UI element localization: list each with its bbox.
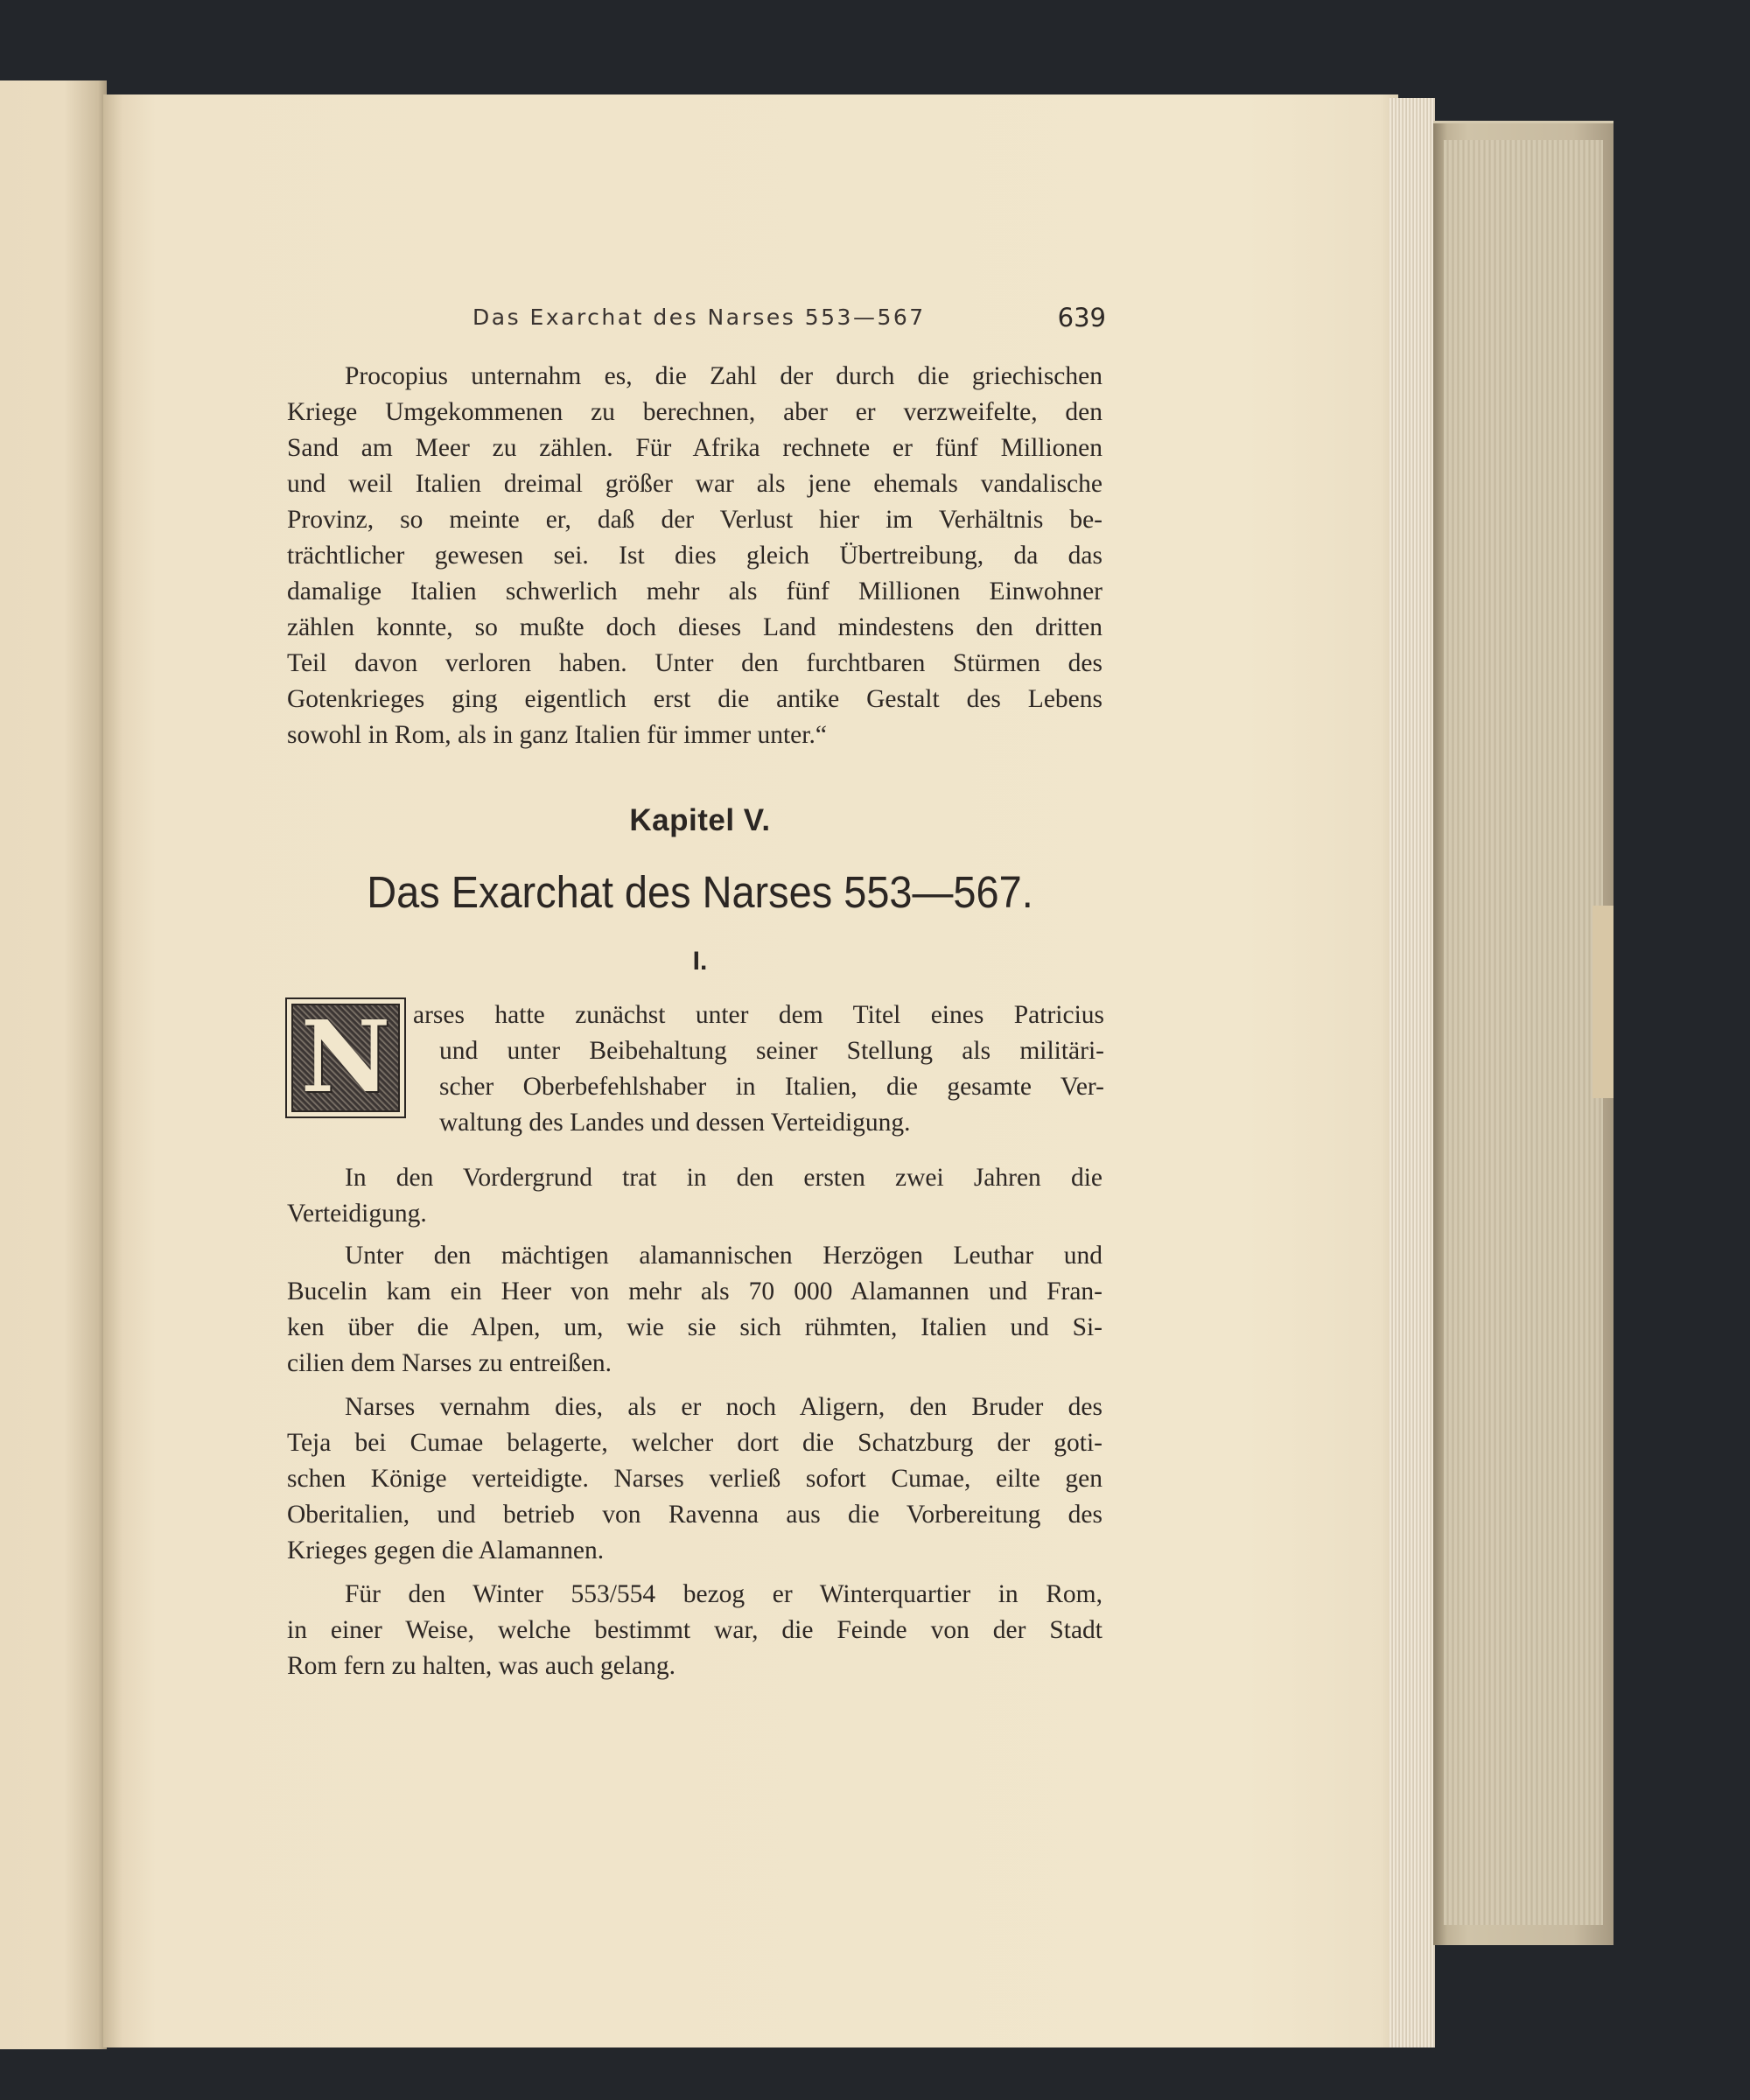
page-edges <box>1390 98 1435 2048</box>
text-line: In den Vordergrund trat in den ersten zwei Jahren die <box>345 1164 1102 1192</box>
paragraph <box>287 1160 1102 1232</box>
text-line: Provinz, so meinte er, daß der Verlust hier im Verhältnis be- <box>287 506 1102 534</box>
text-line: damalige Italien schwerlich mehr als fünf Millionen Einwohner <box>287 578 1102 606</box>
text-line: und unter Beibehaltung seiner Stellung als militäri- <box>439 1037 1104 1065</box>
cover-texture <box>1444 140 1603 1925</box>
text-line: ken über die Alpen, um, wie sie sich rühmten, Italien und Si- <box>287 1313 1102 1341</box>
text-line: Narses vernahm dies, als er noch Aligern, den Bruder des <box>345 1393 1102 1421</box>
ornament-frame <box>291 1000 400 1115</box>
text-line: Sand am Meer zu zählen. Für Afrika rechnete er fünf Millionen <box>287 434 1102 462</box>
text-line: Krieges gegen die Alamannen. <box>287 1536 605 1564</box>
text-line: Verteidigung. <box>287 1200 427 1228</box>
text-line: Teja bei Cumae belagerte, welcher dort die Schatzburg der goti- <box>287 1429 1102 1457</box>
text-line: waltung des Landes und dessen Verteidigung. <box>439 1109 911 1137</box>
drop-cap-letter: N <box>300 1000 391 1115</box>
text-line: Kriege Umgekommenen zu berechnen, aber er verzweifelte, den <box>287 398 1102 426</box>
drop-cap-initial <box>285 998 406 1118</box>
text-line: Für den Winter 553/554 bezog er Winterquartier in Rom, <box>345 1580 1102 1608</box>
text-line: Gotenkrieges ging eigentlich erst die antike Gestalt des Lebens <box>287 685 1102 713</box>
chapter-label: Kapitel V. <box>629 803 771 837</box>
text-line: Procopius unternahm es, die Zahl der durch die griechischen <box>345 362 1102 390</box>
text-line: Oberitalien, und betrieb von Ravenna aus die Vorbereitung des <box>287 1501 1102 1529</box>
text-line: und weil Italien dreimal größer war als jene ehemals vandalische <box>287 470 1102 498</box>
text-line: sowohl in Rom, als in ganz Italien für immer unter.“ <box>287 721 827 749</box>
intro-paragraph <box>287 359 1102 753</box>
paragraph <box>287 1390 1102 1569</box>
text-line: scher Oberbefehlshaber in Italien, die gesamte Ver- <box>439 1073 1104 1101</box>
running-head: Das Exarchat des Narses 553—567 <box>472 304 926 330</box>
page-number: 639 <box>1057 303 1106 332</box>
text-line: trächtlicher gewesen sei. Ist dies gleich Übertreibung, da das <box>287 542 1102 570</box>
text-line: Bucelin kam ein Heer von mehr als 70 000 Alamannen und Fran- <box>287 1278 1102 1306</box>
text-line: in einer Weise, welche bestimmt war, die Feinde von der Stadt <box>287 1616 1102 1644</box>
first-paragraph <box>413 998 1104 1141</box>
text-line: cilien dem Narses zu entreißen. <box>287 1349 612 1377</box>
paragraph <box>287 1577 1102 1684</box>
text-line: Rom fern zu halten, was auch gelang. <box>287 1652 676 1680</box>
cover-label-strip <box>1592 906 1614 1098</box>
text-line: Unter den mächtigen alamannischen Herzögen Leuthar und <box>345 1242 1102 1270</box>
text-line: schen Könige verteidigte. Narses verließ sofort Cumae, eilte gen <box>287 1465 1102 1493</box>
text-line: Teil davon verloren haben. Unter den furchtbaren Stürmen des <box>287 649 1102 677</box>
chapter-title: Das Exarchat des Narses 553—567. <box>367 867 1033 917</box>
left-page-edge <box>0 80 107 2049</box>
text-line: zählen konnte, so mußte doch dieses Land mindestens den dritten <box>287 613 1102 641</box>
section-number: I. <box>692 947 708 976</box>
paragraph <box>287 1238 1102 1382</box>
text-line: arses hatte zunächst unter dem Titel eines Patricius <box>413 1001 1104 1029</box>
